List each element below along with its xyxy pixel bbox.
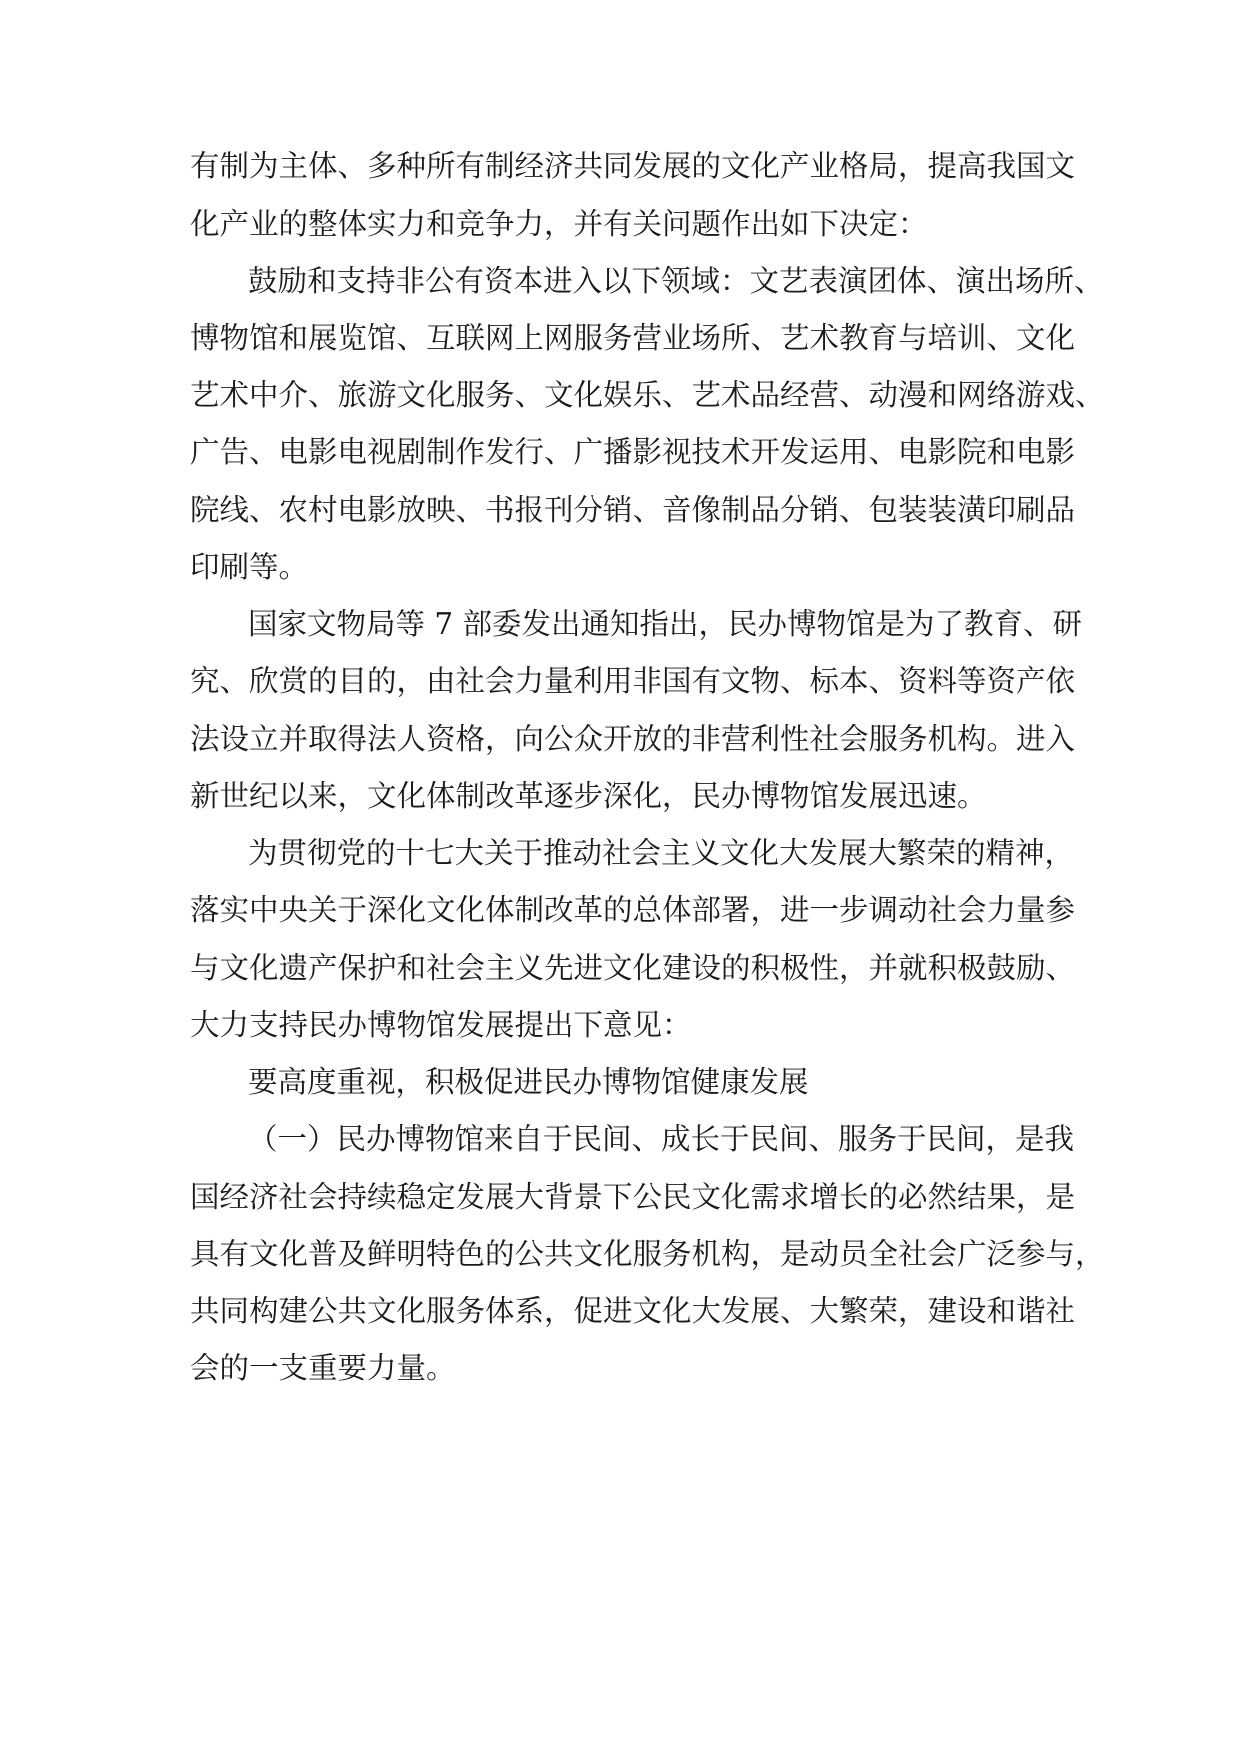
paragraph-line: 新世纪以来，文化体制改革逐步深化，民办博物馆发展迅速。	[190, 779, 987, 813]
paragraph-line: 国经济社会持续稳定发展大背景下公民文化需求增长的必然结果，是	[190, 1180, 1076, 1214]
paragraph-line: 会的一支重要力量。	[190, 1351, 456, 1385]
paragraph-line: 共同构建公共文化服务体系，促进文化大发展、大繁荣，建设和谐社	[190, 1294, 1076, 1328]
section-heading: 要高度重视，积极促进民办博物馆健康发展	[248, 1065, 809, 1099]
paragraph-line: 为贯彻党的十七大关于推动社会主义文化大发展大繁荣的精神，	[248, 836, 1075, 870]
paragraph-line: 具有文化普及鲜明特色的公共文化服务机构，是动员全社会广泛参与，	[190, 1237, 1105, 1271]
paragraph-line: 大力支持民办博物馆发展提出下意见：	[190, 1008, 692, 1042]
paragraph-line: 有制为主体、多种所有制经济共同发展的文化产业格局，提高我国文	[190, 149, 1076, 183]
paragraph-line: （一）民办博物馆来自于民间、成长于民间、服务于民间，是我	[248, 1122, 1075, 1156]
paragraph-line: 国家文物局等 7 部委发出通知指出，民办博物馆是为了教育、研	[248, 607, 1083, 641]
paragraph-line: 究、欣赏的目的，由社会力量利用非国有文物、标本、资料等资产依	[190, 664, 1076, 698]
paragraph-line: 化产业的整体实力和竞争力，并有关问题作出如下决定：	[190, 207, 928, 241]
paragraph-line: 博物馆和展览馆、互联网上网服务营业场所、艺术教育与培训、文化	[190, 321, 1076, 355]
paragraph-line: 落实中央关于深化文化体制改革的总体部署，进一步调动社会力量参	[190, 893, 1076, 927]
paragraph-line: 鼓励和支持非公有资本进入以下领域：文艺表演团体、演出场所、	[248, 264, 1104, 298]
paragraph-line: 印刷等。	[190, 550, 309, 584]
paragraph-line: 艺术中介、旅游文化服务、文化娱乐、艺术品经营、动漫和网络游戏、	[190, 378, 1105, 412]
paragraph-line: 广告、电影电视剧制作发行、广播影视技术开发运用、电影院和电影	[190, 435, 1076, 469]
paragraph-line: 院线、农村电影放映、书报刊分销、音像制品分销、包装装潢印刷品	[190, 493, 1076, 527]
paragraph-line: 与文化遗产保护和社会主义先进文化建设的积极性，并就积极鼓励、	[190, 951, 1076, 985]
paragraph-line: 法设立并取得法人资格，向公众开放的非营利性社会服务机构。进入	[190, 722, 1076, 756]
